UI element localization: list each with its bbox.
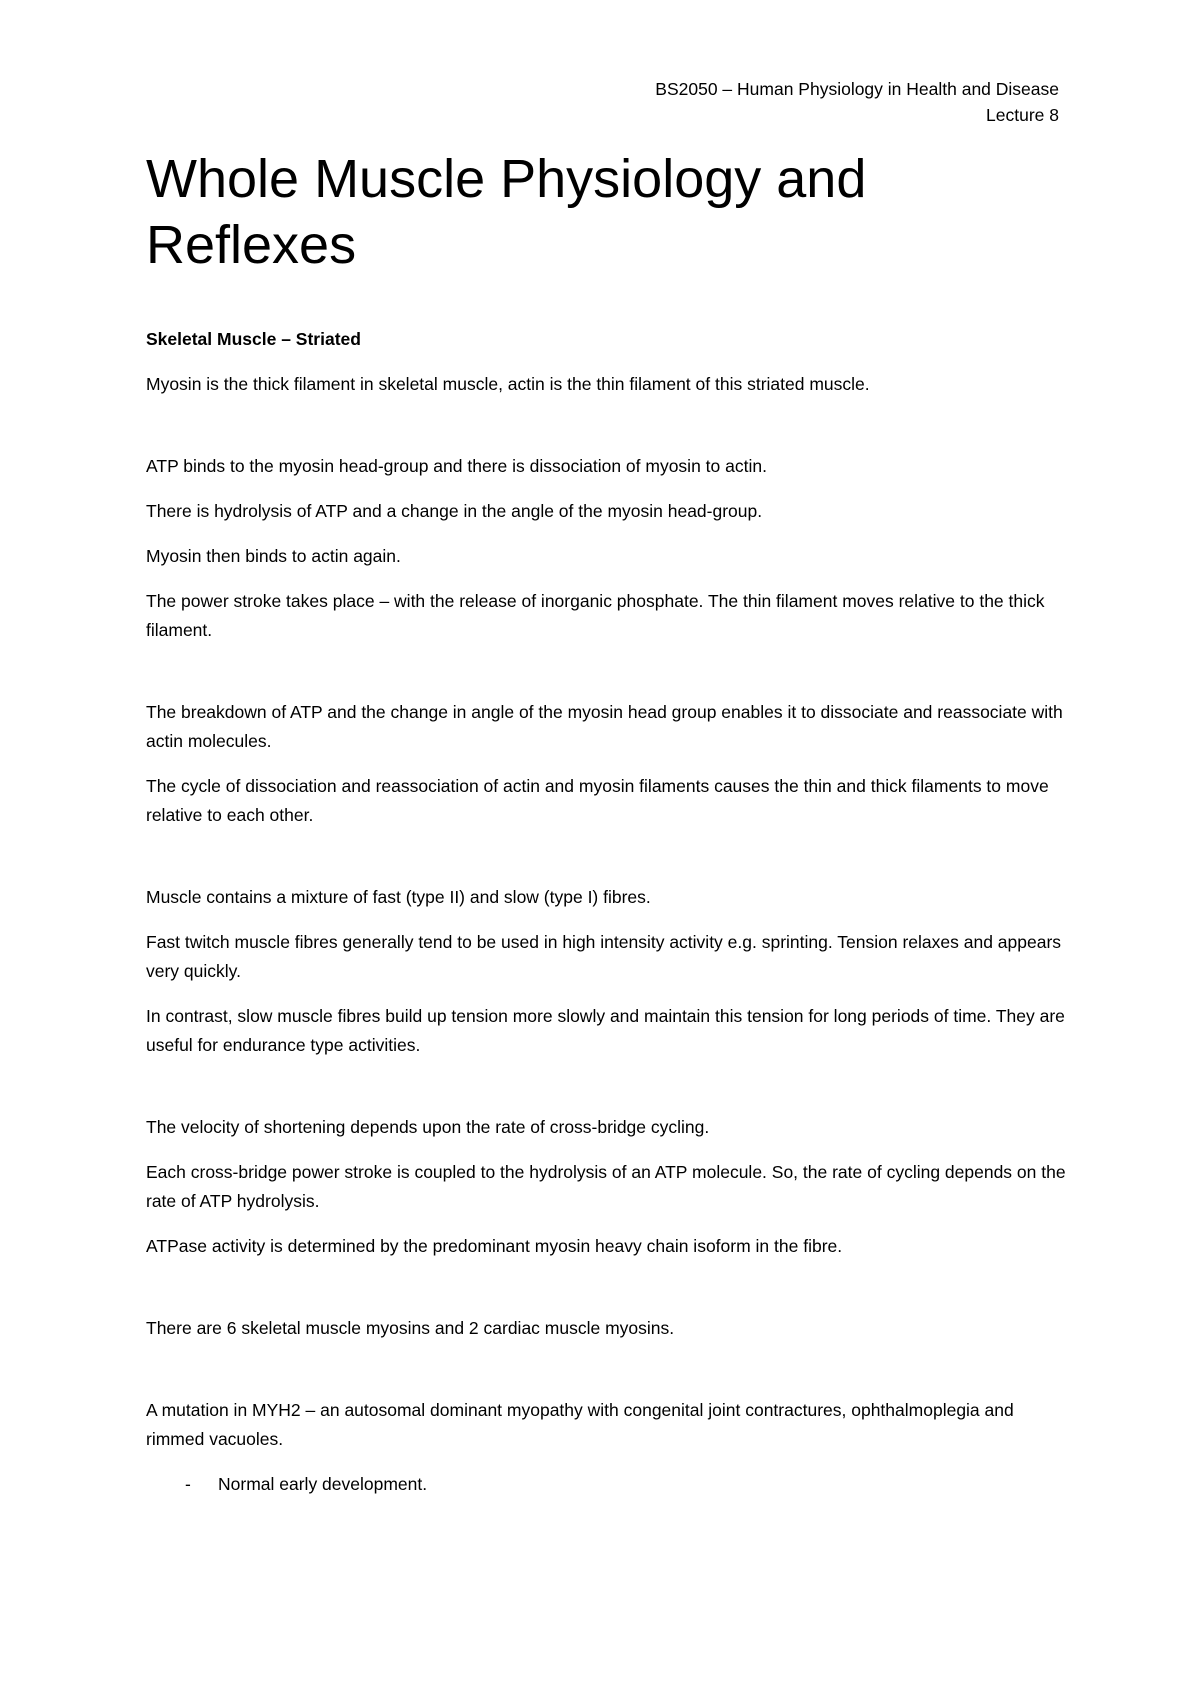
bullet-marker: - (185, 1474, 191, 1494)
course-title: BS2050 – Human Physiology in Health and Disease (655, 79, 1059, 99)
paragraph: ATP binds to the myosin head-group and there is dissociation of myosin to actin. (146, 456, 767, 476)
paragraph: The cycle of dissociation and reassociation of actin and myosin filaments causes the thin and thick filaments to move relative to each other. (146, 776, 1049, 825)
paragraph: Each cross-bridge power stroke is coupled to the hydrolysis of an ATP molecule. So, the rate of cycling depends on the rate of ATP hydrolysis. (146, 1162, 1066, 1211)
paragraph: Myosin then binds to actin again. (146, 546, 401, 566)
paragraph: The velocity of shortening depends upon the rate of cross-bridge cycling. (146, 1117, 710, 1137)
lecture-number: Lecture 8 (986, 105, 1059, 125)
bullet-item (146, 1470, 1066, 1499)
section-heading: Skeletal Muscle – Striated (146, 329, 361, 349)
document-body (146, 325, 1066, 1499)
paragraph: Muscle contains a mixture of fast (type II) and slow (type I) fibres. (146, 887, 651, 907)
paragraph: There are 6 skeletal muscle myosins and 2 cardiac muscle myosins. (146, 1318, 675, 1338)
page-header (655, 76, 1059, 128)
paragraph: Myosin is the thick filament in skeletal muscle, actin is the thin filament of this striated muscle. (146, 374, 870, 394)
paragraph: In contrast, slow muscle fibres build up tension more slowly and maintain this tension for long periods of time. They are useful for endurance type activities. (146, 1006, 1065, 1055)
document-title: Whole Muscle Physiology and Reflexes (146, 149, 867, 275)
paragraph: The power stroke takes place – with the release of inorganic phosphate. The thin filament moves relative to the thick filament. (146, 591, 1045, 640)
paragraph: Fast twitch muscle fibres generally tend to be used in high intensity activity e.g. sprinting. Tension relaxes and appears very quickly. (146, 932, 1062, 981)
paragraph: The breakdown of ATP and the change in angle of the myosin head group enables it to dissociate and reassociate with actin molecules. (146, 702, 1063, 751)
paragraph: There is hydrolysis of ATP and a change in the angle of the myosin head-group. (146, 501, 763, 521)
paragraph: ATPase activity is determined by the predominant myosin heavy chain isoform in the fibre. (146, 1236, 843, 1256)
bullet-text: Normal early development. (218, 1474, 428, 1494)
paragraph: A mutation in MYH2 – an autosomal dominant myopathy with congenital joint contractures, ophthalmoplegia and rimmed vacuoles. (146, 1400, 1014, 1449)
